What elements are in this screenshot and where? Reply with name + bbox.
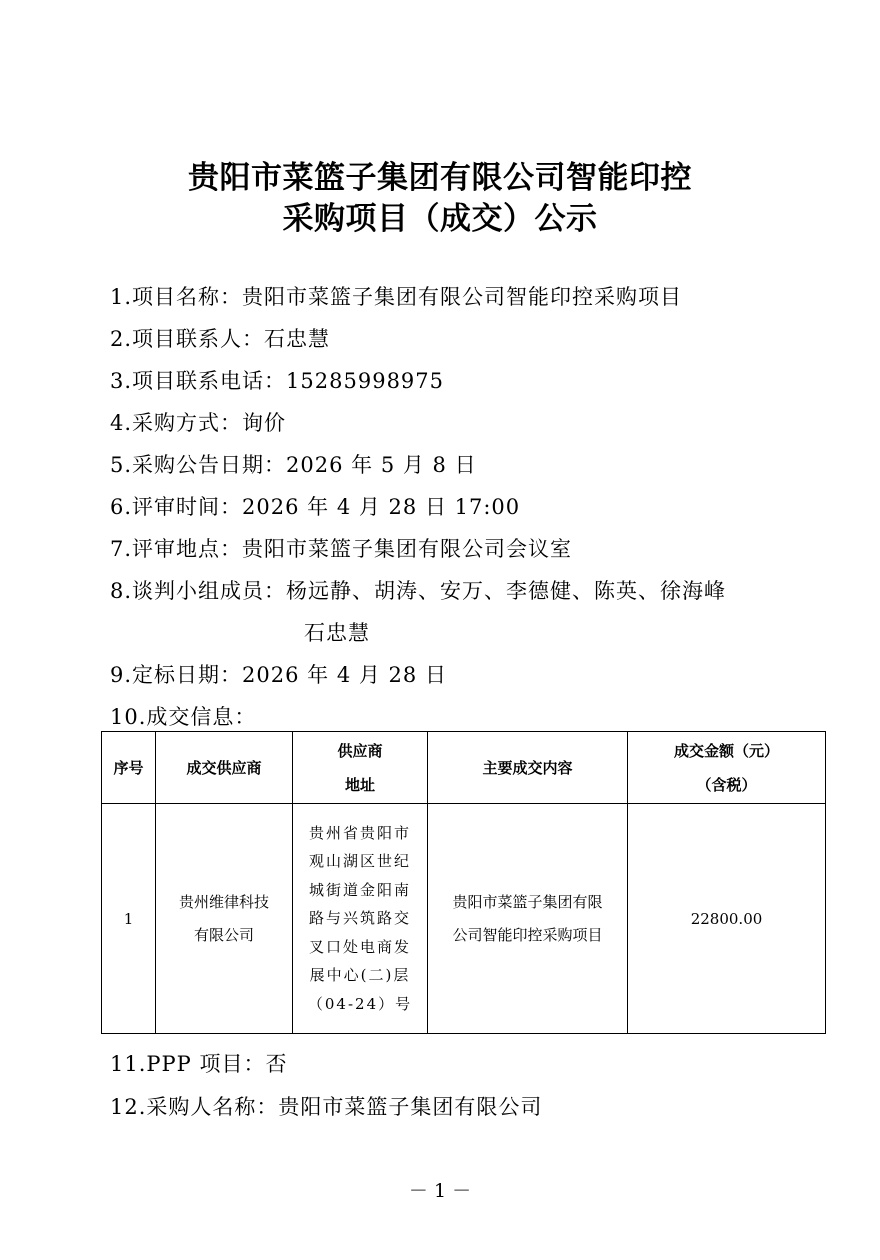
item-label: 12.采购人名称： — [110, 1095, 279, 1119]
header-amount — [628, 732, 826, 804]
item-announcement-date — [110, 449, 477, 479]
content-line2: 公司智能印控采购项目 — [452, 925, 603, 944]
cell-serial-no: 1 — [102, 804, 156, 1034]
table-row — [102, 804, 826, 1034]
content-line1: 贵阳市菜篮子集团有限 — [452, 892, 603, 911]
page-number: － 1 － — [408, 1180, 472, 1202]
award-table — [101, 731, 826, 1034]
item-project-name — [110, 281, 682, 311]
header-main-content: 主要成交内容 — [428, 732, 628, 804]
item-review-time — [110, 491, 520, 521]
cell-main-content — [428, 804, 628, 1034]
item-contact-phone — [110, 365, 444, 395]
item-panel-members-continued: 石忠慧 — [304, 621, 370, 645]
item-ppp-project — [110, 1048, 287, 1078]
item-value: 2026 年 4 月 28 日 17:00 — [242, 495, 521, 519]
cell-amount: 22800.00 — [628, 804, 826, 1034]
address-line: 展中心(二)层 — [309, 966, 411, 985]
document-title-line1: 贵阳市菜篮子集团有限公司智能印控 — [188, 160, 692, 196]
item-value: 否 — [265, 1052, 288, 1076]
item-value: 贵阳市菜篮子集团有限公司智能印控采购项目 — [242, 285, 683, 309]
item-label: 10.成交信息： — [110, 705, 257, 729]
header-serial-no: 序号 — [102, 732, 156, 804]
item-procurement-method — [110, 407, 286, 437]
header-supplier-address — [293, 732, 428, 804]
address-line: 城街道金阳南 — [308, 880, 411, 899]
item-award-info — [110, 701, 256, 731]
item-label: 5.采购公告日期： — [110, 453, 287, 477]
item-label: 3.项目联系电话： — [110, 369, 287, 393]
item-value: 石忠慧 — [264, 327, 331, 351]
item-value: 询价 — [242, 411, 287, 435]
header-amount-line2: （含税） — [696, 775, 757, 794]
item-purchaser-name — [110, 1091, 542, 1121]
item-value: 2026 年 5 月 8 日 — [286, 453, 477, 477]
address-line: （04-24）号 — [307, 994, 413, 1013]
header-amount-line1: 成交金额（元） — [673, 741, 779, 760]
header-address-line2: 地址 — [344, 775, 375, 794]
address-line: 观山湖区世纪 — [308, 852, 411, 871]
supplier-line1: 贵州维律科技 — [178, 892, 269, 911]
address-line: 路与兴筑路交 — [308, 909, 411, 928]
item-label: 8.谈判小组成员： — [110, 579, 287, 603]
item-label: 9.定标日期： — [110, 663, 243, 687]
item-value: 15285998975 — [286, 369, 445, 393]
item-label: 11.PPP 项目： — [110, 1052, 266, 1076]
item-label: 2.项目联系人： — [110, 327, 265, 351]
item-value: 贵阳市菜篮子集团有限公司会议室 — [242, 537, 573, 561]
supplier-line2: 有限公司 — [193, 925, 254, 944]
document-title-line2: 采购项目（成交）公示 — [282, 201, 598, 237]
header-supplier: 成交供应商 — [156, 732, 293, 804]
cell-supplier-address — [293, 804, 428, 1034]
item-review-location — [110, 533, 572, 563]
item-label: 6.评审时间： — [110, 495, 243, 519]
item-award-date — [110, 659, 447, 689]
header-address-line1: 供应商 — [337, 741, 383, 760]
item-value: 2026 年 4 月 28 日 — [242, 663, 447, 687]
item-value: 贵阳市菜篮子集团有限公司 — [278, 1095, 543, 1119]
cell-supplier — [156, 804, 293, 1034]
item-value: 杨远静、胡涛、安万、李德健、陈英、徐海峰 — [286, 579, 727, 603]
table-header-row — [102, 732, 826, 804]
item-label: 4.采购方式： — [110, 411, 243, 435]
item-panel-members — [110, 575, 726, 605]
item-label: 1.项目名称： — [110, 285, 243, 309]
item-label: 7.评审地点： — [110, 537, 243, 561]
item-project-contact — [110, 323, 330, 353]
address-line: 叉口处电商发 — [308, 937, 411, 956]
address-line: 贵州省贵阳市 — [308, 823, 411, 842]
